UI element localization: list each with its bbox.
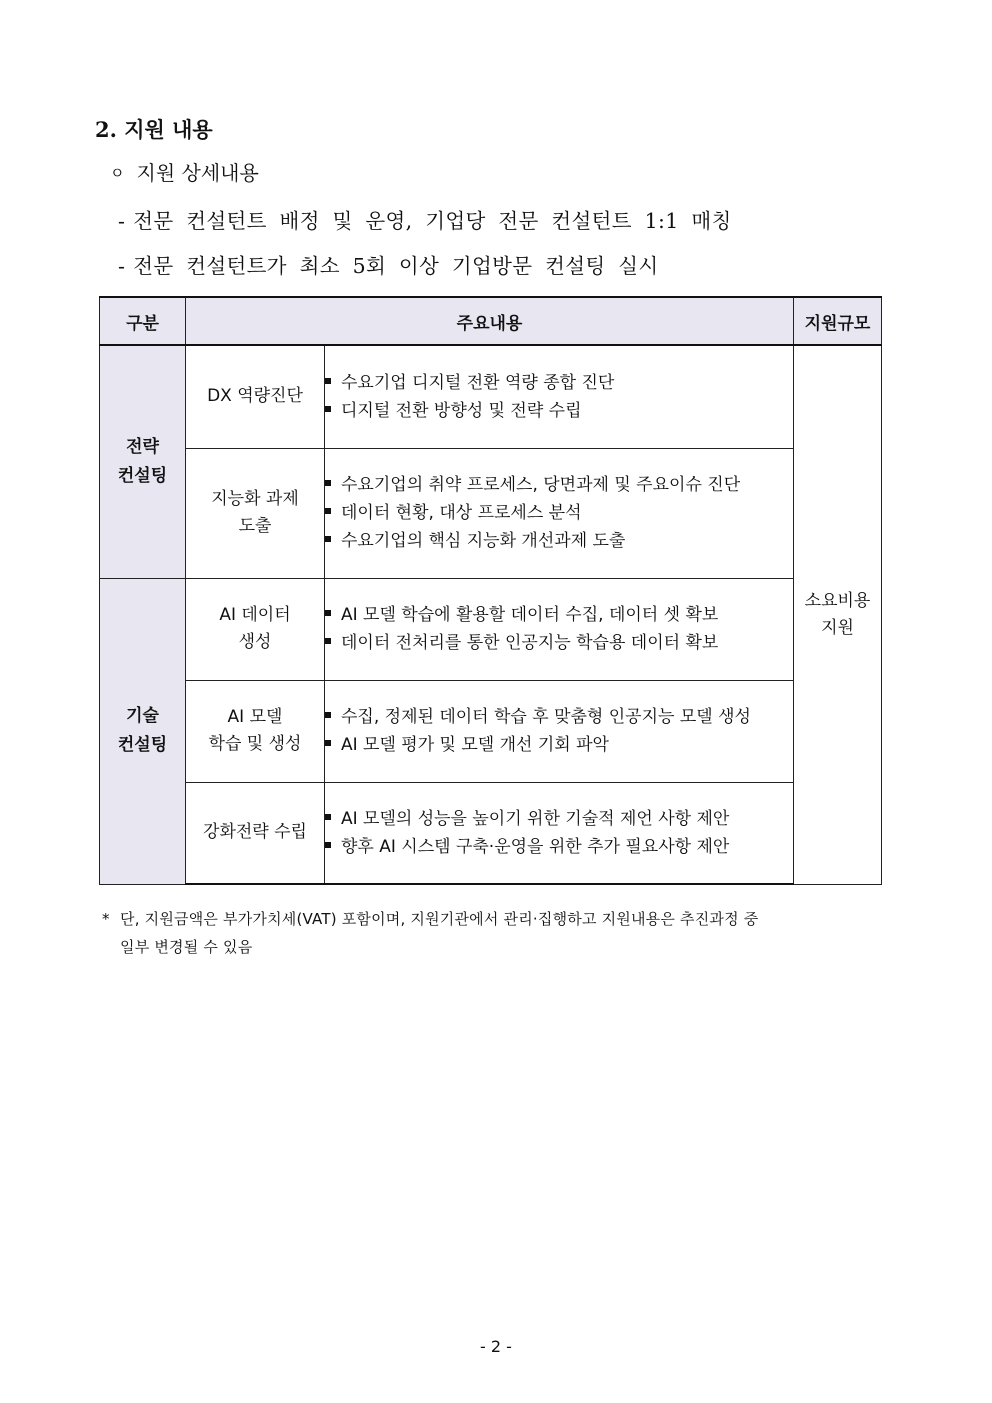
dash-item: - 전문 컨설턴트가 최소 5회 이상 기업방문 컨설팅 실시 bbox=[118, 254, 659, 278]
list-item: 디지털 전환 방향성 및 전략 수립 bbox=[325, 397, 793, 425]
asterisk-mark: * bbox=[102, 910, 110, 928]
subcategory-cell: DX 역량진단 bbox=[186, 345, 325, 448]
header-category: 구분 bbox=[100, 297, 186, 345]
list-item: 향후 AI 시스템 구축·운영을 위한 추가 필요사항 제안 bbox=[325, 833, 793, 861]
page-number: - 2 - bbox=[480, 1337, 512, 1356]
subcategory-cell: 강화전략 수립 bbox=[186, 782, 325, 884]
header-content: 주요내용 bbox=[186, 297, 794, 345]
category-cell: 전략 컨설팅 bbox=[100, 345, 186, 578]
square-bullet-icon bbox=[325, 508, 331, 514]
list-item: 수요기업의 핵심 지능화 개선과제 도출 bbox=[325, 527, 793, 555]
scale-cell: 소요비용 지원 bbox=[794, 345, 882, 884]
circle-bullet-icon: ㅇ bbox=[110, 164, 125, 182]
dash-icon: - bbox=[118, 254, 126, 278]
header-scale: 지원규모 bbox=[794, 297, 882, 345]
subheading-text: 지원 상세내용 bbox=[136, 161, 259, 185]
list-item: 데이터 현황, 대상 프로세스 분석 bbox=[325, 499, 793, 527]
square-bullet-icon bbox=[325, 610, 331, 616]
content-cell bbox=[325, 782, 794, 884]
list-item: AI 모델 학습에 활용할 데이터 수집, 데이터 셋 확보 bbox=[325, 601, 793, 629]
square-bullet-icon bbox=[325, 480, 331, 486]
square-bullet-icon bbox=[325, 842, 331, 848]
dash-icon: - bbox=[118, 209, 126, 233]
list-item: AI 모델의 성능을 높이기 위한 기술적 제언 사항 제안 bbox=[325, 805, 793, 833]
table-row bbox=[100, 345, 882, 448]
footnote: * 단, 지원금액은 부가가치세(VAT) 포함이며, 지원기관에서 관리·집행하고 지원내용은 추진과정 중 일부 변경될 수 있음 bbox=[102, 905, 902, 961]
list-item: AI 모델 평가 및 모델 개선 기회 파악 bbox=[325, 731, 793, 759]
category-cell: 기술 컨설팅 bbox=[100, 578, 186, 884]
list-item: 수집, 정제된 데이터 학습 후 맞춤형 인공지능 모델 생성 bbox=[325, 703, 793, 731]
table-header-row bbox=[100, 297, 882, 345]
content-cell bbox=[325, 578, 794, 680]
table-row bbox=[100, 578, 882, 680]
table-row bbox=[100, 782, 882, 884]
square-bullet-icon bbox=[325, 814, 331, 820]
list-item: 수요기업 디지털 전환 역량 종합 진단 bbox=[325, 369, 793, 397]
square-bullet-icon bbox=[325, 378, 331, 384]
square-bullet-icon bbox=[325, 712, 331, 718]
support-table bbox=[99, 296, 882, 885]
square-bullet-icon bbox=[325, 406, 331, 412]
subheading-line bbox=[110, 157, 259, 186]
table-row bbox=[100, 680, 882, 782]
table-row bbox=[100, 448, 882, 578]
section-heading: 2. 지원 내용 bbox=[95, 117, 213, 142]
subcategory-cell: AI 모델 학습 및 생성 bbox=[186, 680, 325, 782]
subcategory-cell: 지능화 과제 도출 bbox=[186, 448, 325, 578]
dash-item: - 전문 컨설턴트 배정 및 운영, 기업당 전문 컨설턴트 1:1 매칭 bbox=[118, 209, 732, 233]
square-bullet-icon bbox=[325, 740, 331, 746]
square-bullet-icon bbox=[325, 638, 331, 644]
content-cell bbox=[325, 680, 794, 782]
list-item: 수요기업의 취약 프로세스, 당면과제 및 주요이슈 진단 bbox=[325, 471, 793, 499]
content-cell bbox=[325, 448, 794, 578]
content-cell bbox=[325, 345, 794, 448]
list-item: 데이터 전처리를 통한 인공지능 학습용 데이터 확보 bbox=[325, 629, 793, 657]
square-bullet-icon bbox=[325, 536, 331, 542]
subcategory-cell: AI 데이터 생성 bbox=[186, 578, 325, 680]
